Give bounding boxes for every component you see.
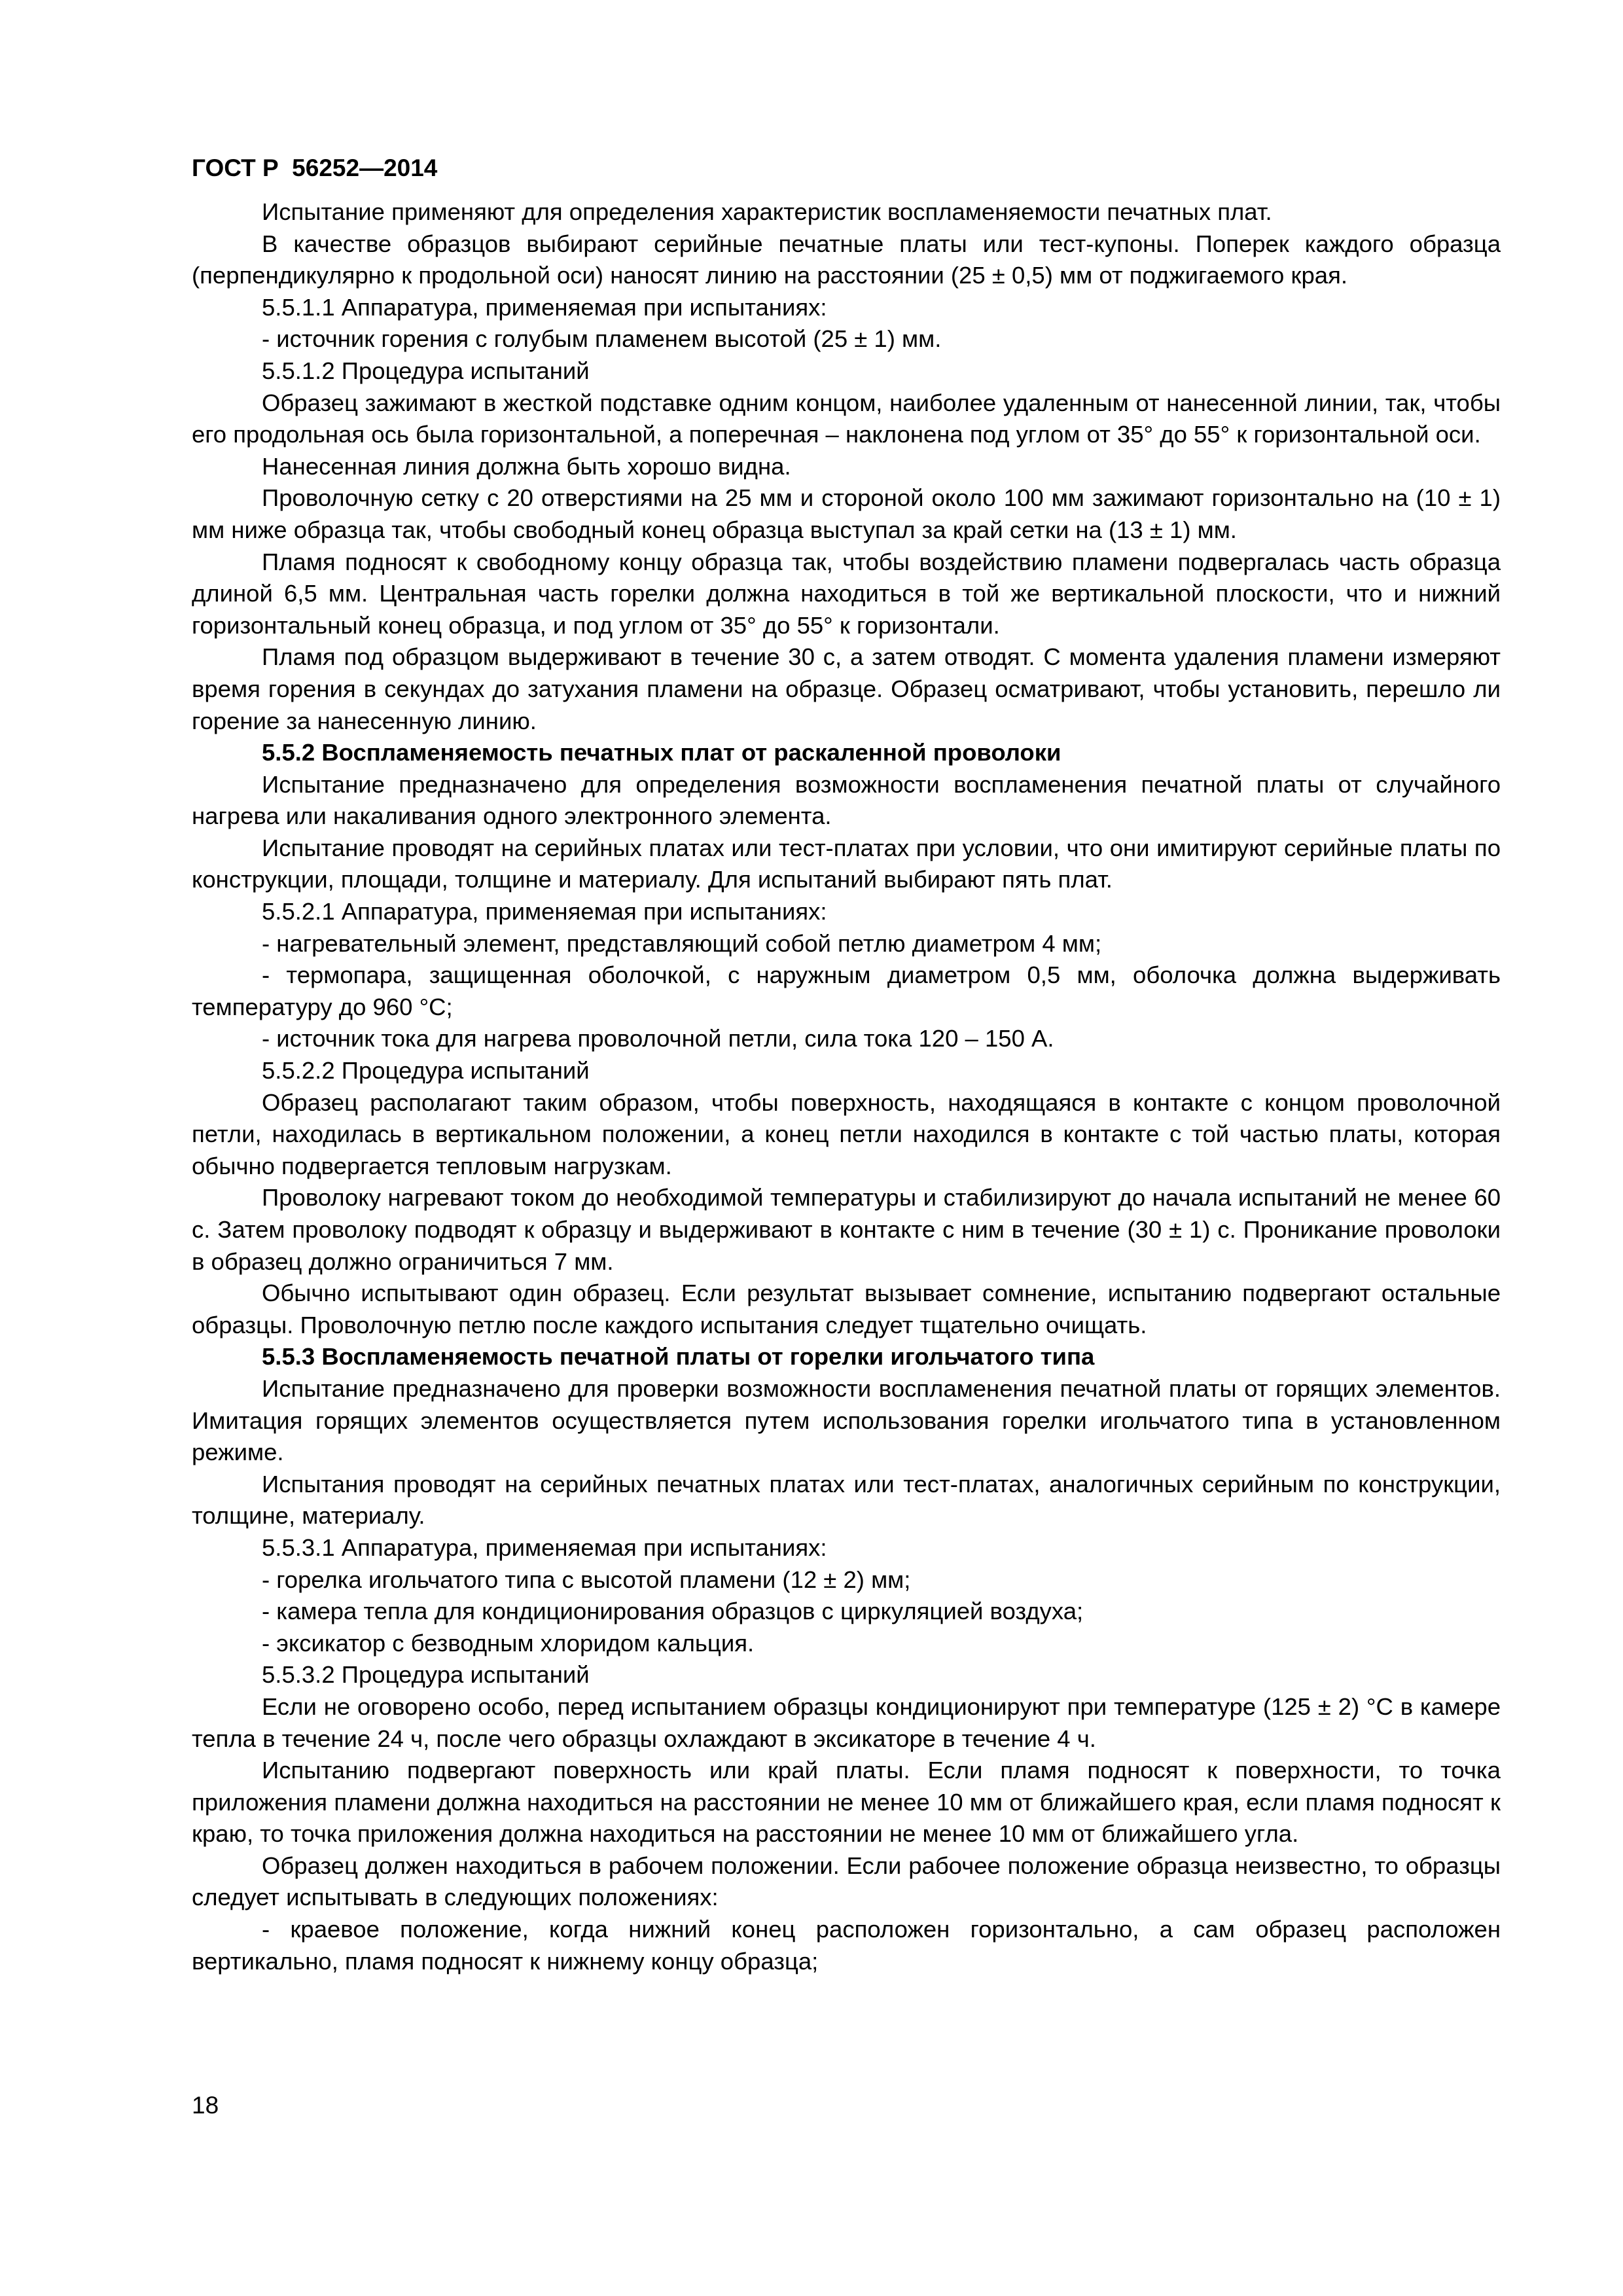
- page-number: 18: [192, 2092, 219, 2119]
- paragraph: Испытание проводят на серийных платах или тест-платах при условии, что они имитируют серийные платы по конструкции, площади, толщине и материалу. Для испытаний выбирают пять плат.: [192, 834, 1501, 893]
- paragraph: Испытание применяют для определения характеристик воспламеняемости печатных плат.: [262, 198, 1272, 225]
- paragraph: - эксикатор с безводным хлоридом кальция.: [262, 1629, 755, 1657]
- section-heading: 5.5.3 Воспламеняемость печатной платы от горелки игольчатого типа: [262, 1343, 1095, 1371]
- paragraph: Испытание предназначено для проверки возможности воспламенения печатной платы от горящих элементов. Имитация горящих элементов осуществляется путем использования горелки игольчатого типа в установленном режиме.: [192, 1374, 1501, 1466]
- paragraph: 5.5.1.1 Аппаратура, применяемая при испытаниях:: [262, 293, 827, 321]
- paragraph: - нагревательный элемент, представляющий собой петлю диаметром 4 мм;: [262, 929, 1102, 957]
- paragraph: Пламя подносят к свободному концу образца так, чтобы воздействию пламени подвергалась часть образца длиной 6,5 мм. Центральная часть горелки должна находиться в той же вертикальной плоскости, что и нижний горизонтальный конец образца, и под углом от 35° до 55° к горизонтали.: [192, 548, 1501, 639]
- paragraph: 5.5.2.1 Аппаратура, применяемая при испытаниях:: [262, 898, 827, 925]
- paragraph: Образец должен находиться в рабочем положении. Если рабочее положение образца неизвестно, то образцы следует испытывать в следующих положениях:: [192, 1852, 1501, 1911]
- paragraph: 5.5.3.2 Процедура испытаний: [262, 1661, 590, 1689]
- body-text: [192, 196, 1501, 1977]
- section-heading: 5.5.2 Воспламеняемость печатных плат от раскаленной проволоки: [262, 739, 1061, 766]
- paragraph: Если не оговорено особо, перед испытанием образцы кондиционируют при температуре (125 ± 2) °С в камере тепла в течение 24 ч, после чего образцы охлаждают в эксикаторе в течение 4 ч.: [192, 1693, 1501, 1752]
- document-header: ГОСТ Р 56252—2014: [192, 154, 438, 181]
- paragraph: Испытание предназначено для определения возможности воспламенения печатной платы от случайного нагрева или накаливания одного электронного элемента.: [192, 770, 1501, 830]
- paragraph: Проволочную сетку с 20 отверстиями на 25 мм и стороной около 100 мм зажимают горизонтально на (10 ± 1) мм ниже образца так, чтобы свободный конец образца выступал за край сетки на (13 ± 1) мм.: [192, 484, 1501, 543]
- paragraph: Испытания проводят на серийных печатных платах или тест-платах, аналогичных серийным по конструкции, толщине, материалу.: [192, 1470, 1501, 1530]
- paragraph: - камера тепла для кондиционирования образцов с циркуляцией воздуха;: [262, 1598, 1084, 1625]
- paragraph: Пламя под образцом выдерживают в течение 30 с, а затем отводят. С момента удаления пламени измеряют время горения в секундах до затухания пламени на образце. Образец осматривают, чтобы установить, перешло ли горение за нанесенную линию.: [192, 643, 1501, 734]
- paragraph: - источник тока для нагрева проволочной петли, сила тока 120 – 150 А.: [262, 1025, 1054, 1052]
- paragraph: 5.5.2.2 Процедура испытаний: [262, 1057, 590, 1085]
- paragraph: Проволоку нагревают током до необходимой температуры и стабилизируют до начала испытаний не менее 60 с. Затем проволоку подводят к образцу и выдерживают в контакте с ним в течение (30 ± 1) с. Проникание проволоки в образец должно ограничиться 7 мм.: [192, 1184, 1501, 1275]
- paragraph: - источник горения с голубым пламенем высотой (25 ± 1) мм.: [262, 325, 942, 353]
- paragraph: Нанесенная линия должна быть хорошо видна.: [262, 452, 791, 480]
- paragraph: Обычно испытывают один образец. Если результат вызывает сомнение, испытанию подвергают остальные образцы. Проволочную петлю после каждого испытания следует тщательно очищать.: [192, 1280, 1501, 1338]
- paragraph: Образец располагают таким образом, чтобы поверхность, находящаяся в контакте с концом проволочной петли, находилась в вертикальном положении, а конец петли находился в контакте с той частью платы, которая обычно подвергается тепловым нагрузкам.: [192, 1088, 1501, 1179]
- paragraph: В качестве образцов выбирают серийные печатные платы или тест-купоны. Поперек каждого образца (перпендикулярно к продольной оси) наносят линию на расстоянии (25 ± 0,5) мм от поджигаемого края.: [192, 230, 1501, 289]
- paragraph: 5.5.1.2 Процедура испытаний: [262, 357, 590, 384]
- paragraph: 5.5.3.1 Аппаратура, применяемая при испытаниях:: [262, 1534, 827, 1561]
- paragraph: Испытанию подвергают поверхность или край платы. Если пламя подносят к поверхности, то точка приложения пламени должна находиться на расстоянии не менее 10 мм от ближайшего края, если пламя подносят к краю, то точка приложения должна находиться на расстоянии не менее 10 мм от ближайшего угла.: [192, 1757, 1501, 1848]
- paragraph: Образец зажимают в жесткой подставке одним концом, наиболее удаленным от нанесенной линии, так, чтобы его продольная ось была горизонтальной, а поперечная – наклонена под углом от 35° до 55° к горизонтальной оси.: [192, 389, 1501, 448]
- paragraph: - краевое положение, когда нижний конец расположен горизонтально, а сам образец расположен вертикально, пламя подносят к нижнему концу образца;: [192, 1916, 1501, 1975]
- paragraph: - горелка игольчатого типа с высотой пламени (12 ± 2) мм;: [262, 1566, 911, 1593]
- paragraph: - термопара, защищенная оболочкой, с наружным диаметром 0,5 мм, оболочка должна выдерживать температуру до 960 °С;: [192, 961, 1501, 1020]
